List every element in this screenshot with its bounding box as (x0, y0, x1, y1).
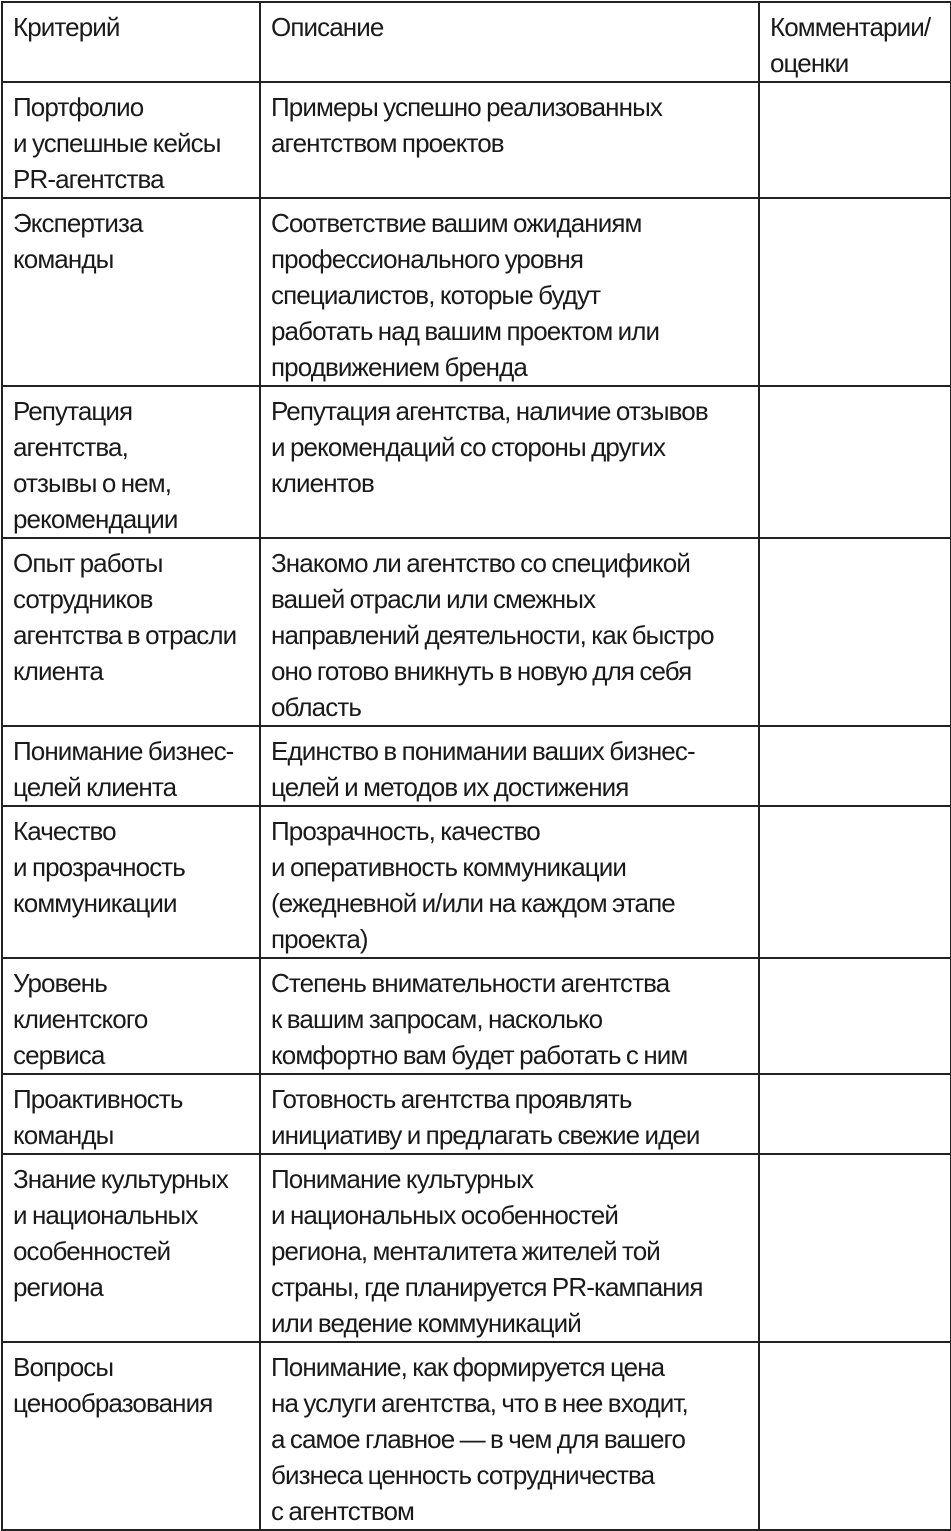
description-cell-line: Прозрачность, качество (271, 816, 540, 846)
criteria-table (1, 1, 951, 1531)
criterion-cell (2, 82, 260, 198)
criterion-cell (2, 958, 260, 1074)
criterion-cell-line: Репутация (13, 396, 133, 426)
description-cell (260, 1074, 759, 1154)
description-cell-line: Единство в понимании ваших бизнес- (271, 736, 695, 766)
description-cell-line: инициативу и предлагать свежие идеи (271, 1120, 700, 1150)
criterion-cell-line: Проактивность (13, 1084, 183, 1114)
comment-cell[interactable] (759, 806, 951, 958)
description-cell-line: Знакомо ли агентство со спецификой (271, 548, 690, 578)
description-cell-line: клиентов (271, 468, 374, 498)
criterion-cell (2, 386, 260, 538)
description-cell-line: Понимание, как формируется цена (271, 1352, 665, 1382)
comment-cell[interactable] (759, 1074, 951, 1154)
description-cell-line: Готовность агентства проявлять (271, 1084, 632, 1114)
criterion-cell (2, 1154, 260, 1342)
description-cell-line: профессионального уровня (271, 244, 584, 274)
description-cell-line: комфортно вам будет работать с ним (271, 1040, 688, 1070)
criterion-cell-line: команды (13, 1120, 114, 1150)
header-criterion (2, 2, 260, 82)
header-line: Критерий (13, 12, 120, 42)
criterion-cell-line: Качество (13, 816, 116, 846)
table-row (2, 1342, 951, 1530)
description-cell-line: вашей отрасли или смежных (271, 584, 596, 614)
header-line: Комментарии/ (770, 12, 931, 42)
description-cell-line: и рекомендаций со стороны других (271, 432, 666, 462)
description-cell (260, 1342, 759, 1530)
criterion-cell-line: Вопросы (13, 1352, 114, 1382)
criterion-cell-line: целей клиента (13, 772, 177, 802)
header-line: оценки (770, 48, 849, 78)
criterion-cell-line: клиента (13, 656, 103, 686)
description-cell (260, 726, 759, 806)
comment-cell[interactable] (759, 198, 951, 386)
table-row (2, 806, 951, 958)
description-cell-line: на услуги агентства, что в нее входит, (271, 1388, 688, 1418)
description-cell (260, 198, 759, 386)
criterion-cell-line: Опыт работы (13, 548, 163, 578)
criterion-cell-line: агентства в отрасли (13, 620, 237, 650)
description-cell-line: специалистов, которые будут (271, 280, 601, 310)
description-cell-line: проекта) (271, 924, 368, 954)
table-row (2, 1074, 951, 1154)
description-cell-line: оно готово вникнуть в новую для себя (271, 656, 692, 686)
description-cell-line: область (271, 692, 361, 722)
description-cell-line: Репутация агентства, наличие отзывов (271, 396, 708, 426)
header-line: Описание (271, 12, 384, 42)
table-row (2, 386, 951, 538)
description-cell-line: или ведение коммуникаций (271, 1308, 581, 1338)
criterion-cell-line: PR-агентства (13, 164, 164, 194)
criterion-cell (2, 1074, 260, 1154)
criterion-cell-line: ценообразования (13, 1388, 213, 1418)
description-cell-line: направлений деятельности, как быстро (271, 620, 714, 650)
criterion-cell-line: и национальных (13, 1200, 198, 1230)
criterion-cell-line: сотрудников (13, 584, 153, 614)
description-cell-line: Примеры успешно реализованных (271, 92, 662, 122)
table-row (2, 82, 951, 198)
criterion-cell (2, 538, 260, 726)
header-comments (759, 2, 951, 82)
criterion-cell-line: региона (13, 1272, 103, 1302)
description-cell-line: к вашим запросам, насколько (271, 1004, 603, 1034)
description-cell-line: страны, где планируется PR-кампания (271, 1272, 703, 1302)
criterion-cell-line: команды (13, 244, 114, 274)
table-row (2, 198, 951, 386)
criterion-cell-line: Уровень (13, 968, 107, 998)
criterion-cell (2, 198, 260, 386)
comment-cell[interactable] (759, 1154, 951, 1342)
criterion-cell-line: и успешные кейсы (13, 128, 221, 158)
criterion-cell-line: особенностей (13, 1236, 171, 1266)
criterion-cell-line: рекомендации (13, 504, 178, 534)
criterion-cell-line: коммуникации (13, 888, 177, 918)
table-row (2, 726, 951, 806)
comment-cell[interactable] (759, 1342, 951, 1530)
description-cell-line: Соответствие вашим ожиданиям (271, 208, 642, 238)
table-row (2, 958, 951, 1074)
description-cell-line: Понимание культурных (271, 1164, 534, 1194)
comment-cell[interactable] (759, 386, 951, 538)
criterion-cell-line: отзывы о нем, (13, 468, 172, 498)
description-cell-line: работать над вашим проектом или (271, 316, 660, 346)
comment-cell[interactable] (759, 958, 951, 1074)
header-row (2, 2, 951, 82)
criterion-cell-line: Портфолио (13, 92, 144, 122)
criterion-cell (2, 1342, 260, 1530)
description-cell-line: продвижением бренда (271, 352, 527, 382)
description-cell (260, 1154, 759, 1342)
description-cell-line: (ежедневной и/или на каждом этапе (271, 888, 675, 918)
description-cell-line: и национальных особенностей (271, 1200, 618, 1230)
comment-cell[interactable] (759, 726, 951, 806)
criterion-cell-line: Экспертиза (13, 208, 143, 238)
description-cell (260, 82, 759, 198)
criterion-cell-line: сервиса (13, 1040, 105, 1070)
criterion-cell-line: агентства, (13, 432, 128, 462)
description-cell-line: Степень внимательности агентства (271, 968, 670, 998)
description-cell-line: целей и методов их достижения (271, 772, 629, 802)
table-row (2, 538, 951, 726)
criterion-cell-line: Понимание бизнес- (13, 736, 234, 766)
description-cell-line: региона, менталитета жителей той (271, 1236, 660, 1266)
header-description (260, 2, 759, 82)
comment-cell[interactable] (759, 82, 951, 198)
table-row (2, 1154, 951, 1342)
description-cell (260, 538, 759, 726)
description-cell (260, 386, 759, 538)
criterion-cell (2, 726, 260, 806)
description-cell-line: с агентством (271, 1496, 414, 1526)
criterion-cell-line: Знание культурных (13, 1164, 228, 1194)
description-cell-line: агентством проектов (271, 128, 504, 158)
criterion-cell-line: и прозрачность (13, 852, 185, 882)
description-cell-line: и оперативность коммуникации (271, 852, 627, 882)
description-cell (260, 958, 759, 1074)
criterion-cell (2, 806, 260, 958)
description-cell-line: бизнеса ценность сотрудничества (271, 1460, 655, 1490)
description-cell (260, 806, 759, 958)
description-cell-line: а самое главное — в чем для вашего (271, 1424, 686, 1454)
criterion-cell-line: клиентского (13, 1004, 148, 1034)
comment-cell[interactable] (759, 538, 951, 726)
